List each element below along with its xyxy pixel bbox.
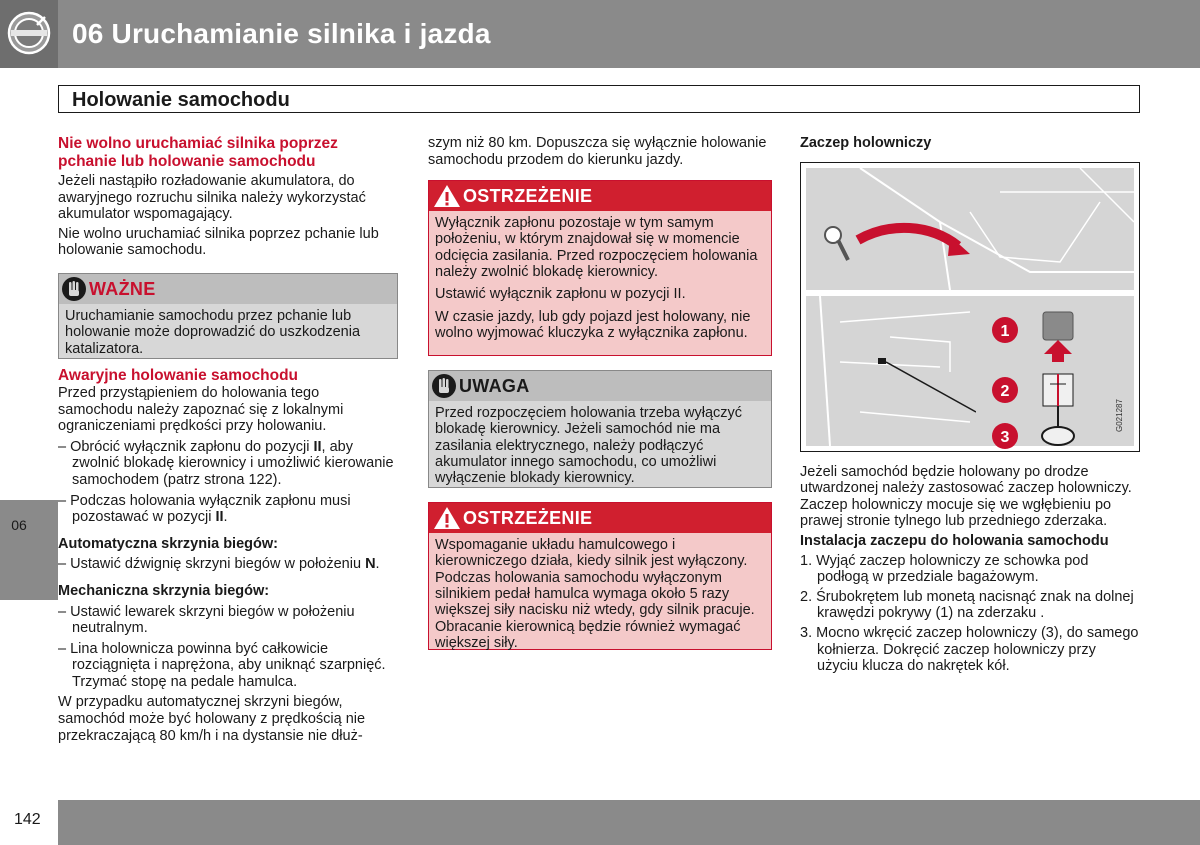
paragraph: Nie wolno uruchamiać silnika poprzez pchanie lub holowanie samochodu. [58, 225, 379, 259]
list-item-bold: II [313, 438, 322, 455]
list-item [58, 556, 398, 573]
warning-label: OSTRZEŻENIE [463, 186, 593, 207]
warning-text: Wyłącznik zapłonu pozostaje w tym samym położeniu, w którym znajdował się w momencie odcięcia zasilania. Przed rozpoczęciem holowania należy zwolnić blokadę kierownicy. [435, 215, 758, 281]
list-item-text: . [223, 509, 228, 526]
list-item: – Lina holownicza powinna być całkowicie rozciągnięta i naprężona, aby uniknąć szarpnięć. Trzymać stopę na pedale hamulca. [58, 640, 386, 690]
car-front-panel [806, 296, 976, 446]
section-title: Holowanie samochodu [72, 89, 290, 111]
subheading-automatic: Automatyczna skrzynia biegów: [58, 535, 278, 552]
column-left [58, 135, 398, 744]
warning-triangle-icon [433, 506, 461, 530]
step-item: 3. Mocno wkręcić zaczep holowniczy (3), do samego kołnierza. Dokręcić zaczep holowniczy przy użyciu klucza do nakrętek kół. [800, 624, 1139, 675]
list-item [58, 493, 398, 526]
callout-3-label: 3 [1000, 428, 1010, 446]
callout-1-label: 1 [1000, 322, 1010, 340]
step-item: 2. Śrubokrętem lub monetą nacisnąć znak na dolnej krawędzi pokrywy (1) na zderzaku . [800, 588, 1134, 622]
trunk-panel [806, 168, 1134, 290]
heading-tow-hook: Zaczep holowniczy [800, 135, 932, 151]
chapter-side-tab-label: 06 [11, 517, 27, 533]
warning-body [429, 211, 771, 345]
warning-box-2 [428, 502, 772, 650]
list-item-text: – Ustawić dźwignię skrzyni biegów w położeniu [58, 556, 366, 573]
list-item-text: – Podczas holowania wyłącznik zapłonu musi pozostawać w pozycji [58, 492, 351, 526]
steps-panel [976, 296, 1134, 449]
chapter-title: 06 Uruchamianie silnika i jazda [72, 18, 491, 49]
list-item [58, 439, 398, 489]
important-label: WAŻNE [89, 278, 156, 299]
page-number: 142 [14, 811, 41, 828]
step-item: 1. Wyjąć zaczep holowniczy ze schowka pod podłogą w przedziale bagażowym. [800, 552, 1089, 586]
warning-triangle-icon [433, 184, 461, 208]
callout-2-label: 2 [1000, 382, 1010, 400]
warning-label: OSTRZEŻENIE [463, 508, 593, 529]
chapter-side-tab [0, 500, 58, 600]
paragraph: W przypadku automatycznej skrzyni biegów, samochód może być holowany z prędkością nie przekraczającą 80 km/h i na dystansie nie dłuż- [58, 694, 366, 744]
note-label: UWAGA [459, 376, 530, 397]
warning-text: W czasie jazdy, lub gdy pojazd jest holowany, nie wolno wyjmować kluczyka z wyłącznika zapłonu. [435, 308, 751, 341]
heading-emergency-towing: Awaryjne holowanie samochodu [58, 366, 299, 384]
subheading-manual: Mechaniczna skrzynia biegów: [58, 582, 270, 599]
important-body [59, 304, 397, 361]
subheading-installation: Instalacja zaczepu do holowania samochodu [800, 532, 1109, 549]
paragraph: Przed przystąpieniem do holowania tego samochodu należy zapoznać się z lokalnymi ograniczeniami prędkości przy holowaniu. [58, 384, 344, 435]
important-text: Uruchamianie samochodu przez pchanie lub holowanie może doprowadzić do uszkodzenia katalizatora. [65, 307, 361, 357]
warning-body [429, 533, 771, 655]
important-box [58, 273, 398, 359]
paragraph: Jeżeli nastąpiło rozładowanie akumulatora, do awaryjnego rozruchu silnika należy wykorzystać akumulator wspomagający. [58, 173, 366, 223]
hand-stop-icon [431, 373, 457, 399]
note-text: Przed rozpoczęciem holowania trzeba wyłączyć blokadę kierownicy. Jeżeli samochód nie ma zasilania elektrycznego, należy podłączyć akumulator innego samochodu, co umożliwi wyłączenie blokady kierownicy. [435, 405, 743, 487]
figure-code: G021287 [1115, 398, 1124, 432]
list-item-text: , aby zwolnić blokadę kierownicy i umożliwić kierowanie samochodem (patrz strona 122). [72, 438, 394, 488]
heading-no-push-start: Nie wolno uruchamiać silnika poprzez pchanie lub holowanie samochodu [58, 135, 338, 170]
list-item: – Ustawić lewarek skrzyni biegów w położeniu neutralnym. [58, 603, 355, 637]
volvo-logo-icon [7, 11, 51, 55]
note-box [428, 370, 772, 488]
tow-hook-illustration [800, 162, 1140, 452]
warning-text: Wspomaganie układu hamulcowego i kierowniczego działa, kiedy silnik jest wyłączony. Podczas holowania samochodu wyłączonym silnikiem pedał hamulca wymaga około 5 razy większej siły nacisku niż wtedy, gdy silnik pracuje. Obracanie kierownicą będzie również wymagać większej siły. [435, 537, 755, 651]
paragraph: Jeżeli samochód będzie holowany po drodze utwardzonej należy zastosować zaczep holowniczy. Zaczep holowniczy mocuje się we wgłębieniu po prawej stronie tylnego lub przedniego zderzaka. [800, 463, 1132, 530]
list-item-text: . [375, 556, 380, 573]
list-item-bold: II [215, 509, 224, 526]
list-item-text: – Obrócić wyłącznik zapłonu do pozycji [58, 438, 314, 455]
footer-bar [58, 800, 1200, 845]
hand-stop-icon [61, 276, 87, 302]
warning-text: Ustawić wyłącznik zapłonu w pozycji II. [435, 286, 686, 303]
column-right [800, 135, 1140, 675]
warning-box-header [429, 503, 771, 533]
warning-box-1 [428, 180, 772, 356]
note-box-header [429, 371, 771, 401]
warning-box-header [429, 181, 771, 211]
list-item-bold: N [365, 556, 376, 573]
important-box-header [59, 274, 397, 304]
column-middle [428, 135, 772, 650]
note-body [429, 401, 771, 490]
paragraph: szym niż 80 km. Dopuszcza się wyłącznie holowanie samochodu przodem do kierunku jazdy. [428, 135, 767, 168]
